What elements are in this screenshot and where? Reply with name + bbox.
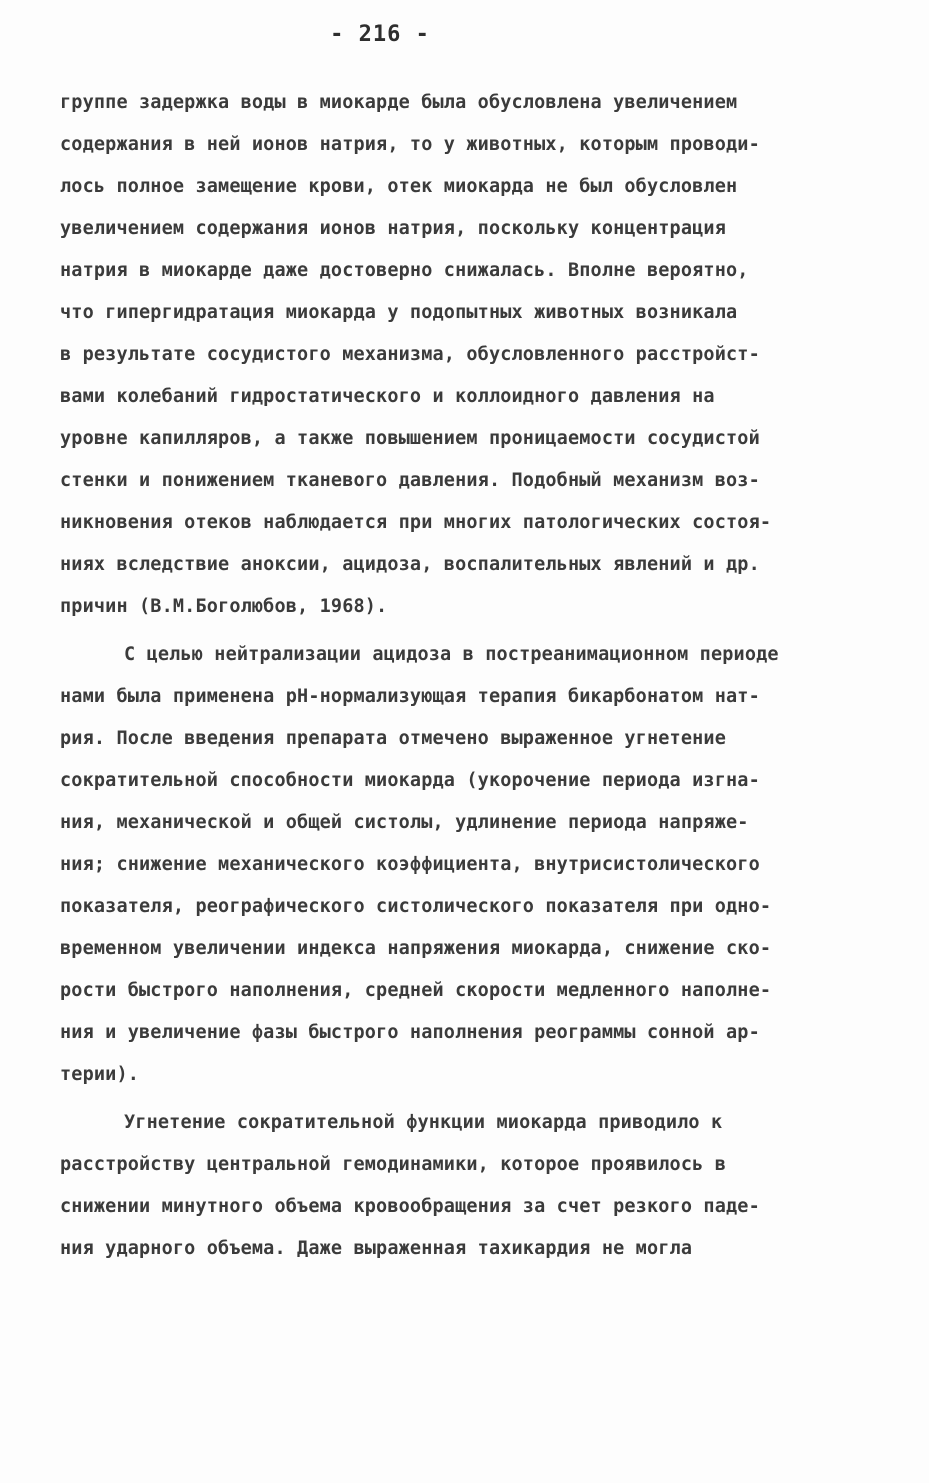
text-line: рости быстрого наполнения, средней скорости медленного наполне- <box>60 980 772 1001</box>
paragraph-3 <box>60 1102 880 1270</box>
text-line: С целью нейтрализации ацидоза в постреанимационном периоде <box>124 644 779 665</box>
text-line: нами была применена рН-нормализующая терапия бикарбонатом нат- <box>60 686 760 707</box>
body-text <box>60 82 880 1270</box>
text-line: никновения отеков наблюдается при многих патологических состоя- <box>60 512 772 533</box>
text-line: причин (В.М.Боголюбов, 1968). <box>60 596 388 617</box>
text-line: терии). <box>60 1064 140 1085</box>
text-line: расстройству центральной гемодинамики, которое проявилось в <box>60 1154 726 1175</box>
text-line: содержания в ней ионов натрия, то у животных, которым проводи- <box>60 134 760 155</box>
text-line: вами колебаний гидростатического и коллоидного давления на <box>60 386 715 407</box>
paragraph-1 <box>60 82 880 628</box>
text-line: ния и увеличение фазы быстрого наполнения реограммы сонной ар- <box>60 1022 760 1043</box>
text-line: уровне капилляров, а также повышением проницаемости сосудистой <box>60 428 760 449</box>
text-line: временном увеличении индекса напряжения миокарда, снижение ско- <box>60 938 772 959</box>
text-line: ния ударного объема. Даже выраженная тахикардия не могла <box>60 1238 693 1259</box>
text-line: Угнетение сократительной функции миокарда приводило к <box>124 1112 723 1133</box>
text-line: увеличением содержания ионов натрия, поскольку концентрация <box>60 218 726 239</box>
text-line: рия. После введения препарата отмечено выраженное угнетение <box>60 728 726 749</box>
text-line: в результате сосудистого механизма, обусловленного расстройст- <box>60 344 760 365</box>
text-line: что гипергидратация миокарда у подопытных животных возникала <box>60 302 738 323</box>
text-line: ния, механической и общей систолы, удлинение периода напряже- <box>60 812 749 833</box>
text-line: натрия в миокарде даже достоверно снижалась. Вполне вероятно, <box>60 260 749 281</box>
paragraph-2 <box>60 634 880 1096</box>
text-line: лось полное замещение крови, отек миокарда не был обусловлен <box>60 176 738 197</box>
text-line: ния; снижение механического коэффициента, внутрисистолического <box>60 854 760 875</box>
text-line: группе задержка воды в миокарде была обусловлена увеличением <box>60 92 738 113</box>
text-line: ниях вследствие аноксии, ацидоза, воспалительных явлений и др. <box>60 554 760 575</box>
page-number: - 216 - <box>330 22 430 47</box>
text-line: снижении минутного объема кровообращения за счет резкого паде- <box>60 1196 760 1217</box>
text-line: сократительной способности миокарда (укорочение периода изгна- <box>60 770 760 791</box>
text-line: показателя, реографического систолического показателя при одно- <box>60 896 772 917</box>
text-line: стенки и понижением тканевого давления. Подобный механизм воз- <box>60 470 760 491</box>
